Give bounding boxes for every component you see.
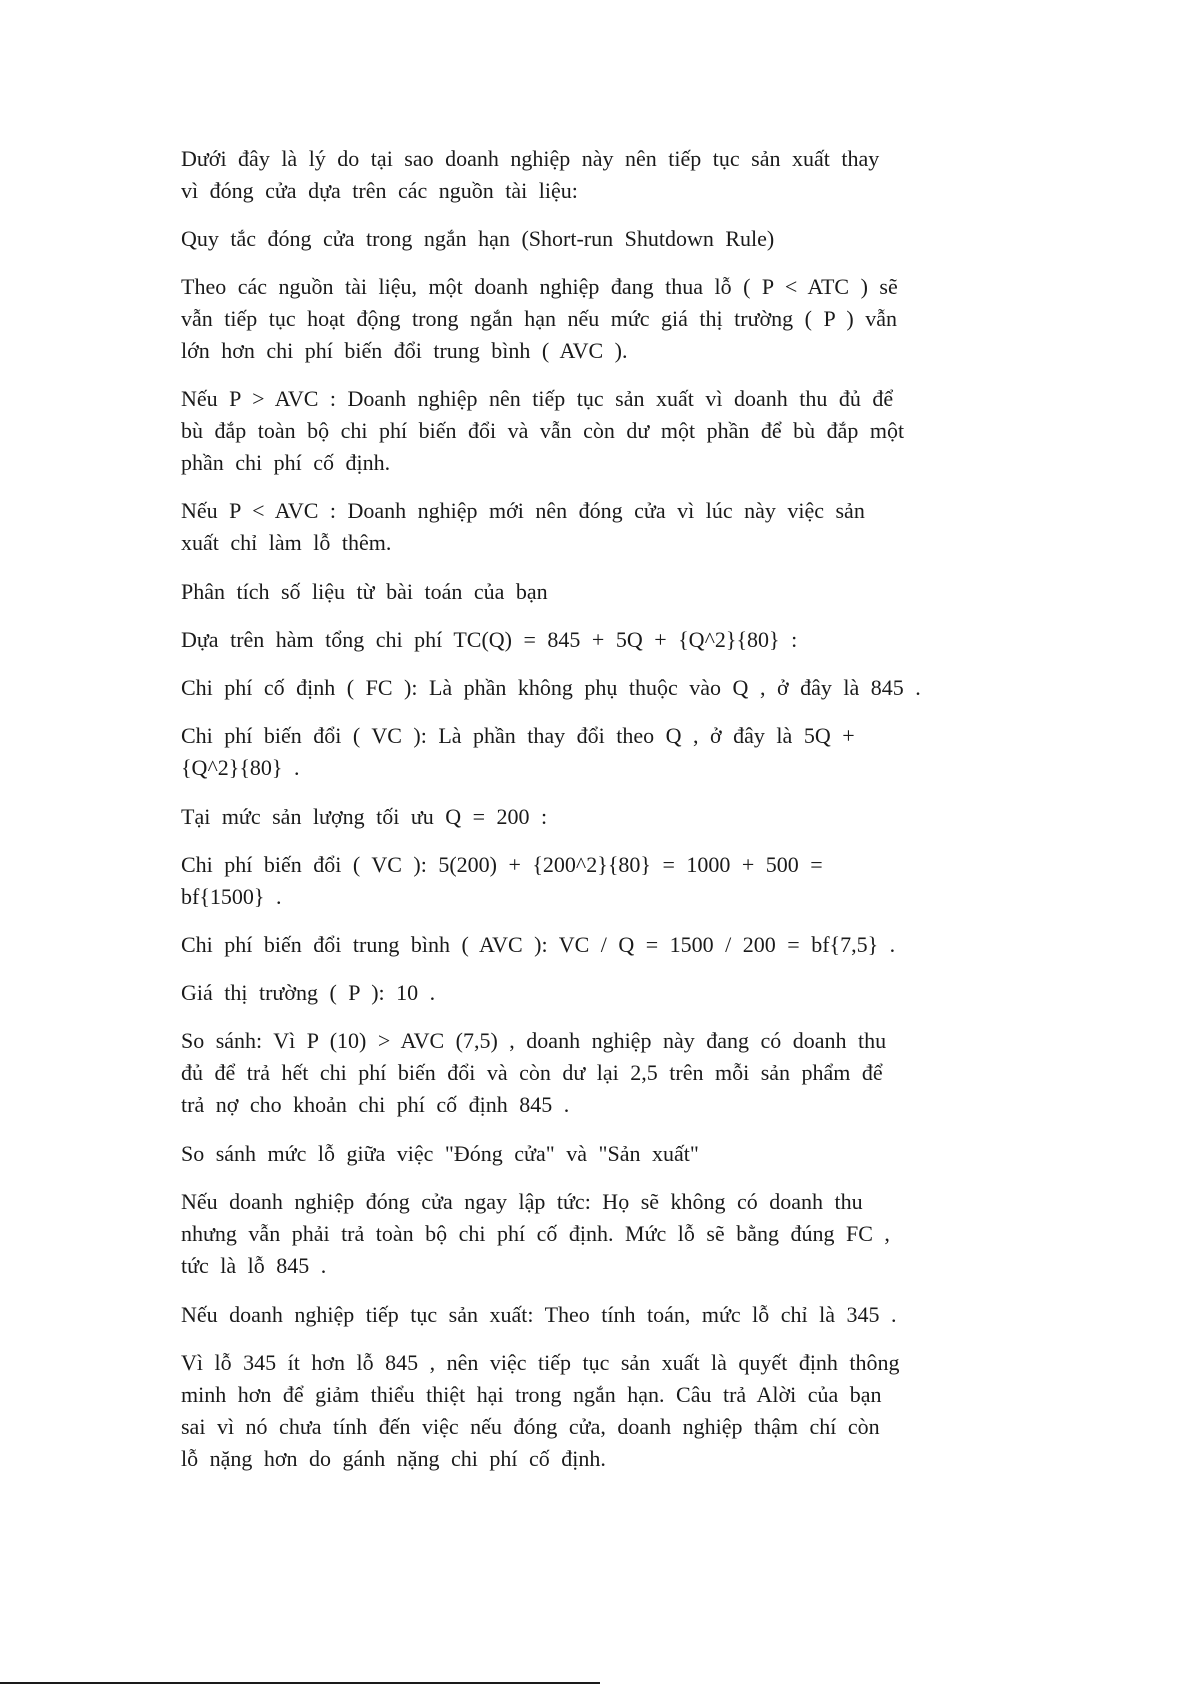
paragraph-shutdown-case xyxy=(181,1186,890,1282)
text-line: Chi phí biến đổi ( VC ): Là phần thay đổi theo Q , ở đây là 5Q + xyxy=(181,723,855,748)
paragraph-market-price xyxy=(181,977,435,1009)
text-line: Nếu doanh nghiệp đóng cửa ngay lập tức: Họ sẽ không có doanh thu xyxy=(181,1189,863,1214)
text-line: So sánh mức lỗ giữa việc "Đóng cửa" và "Sản xuất" xyxy=(181,1141,699,1166)
text-line: Phân tích số liệu từ bài toán của bạn xyxy=(181,579,548,604)
text-line: Dựa trên hàm tổng chi phí TC(Q) = 845 + 5Q + {Q^2}{80} : xyxy=(181,627,798,652)
text-line: nhưng vẫn phải trả toàn bộ chi phí cố định. Mức lỗ sẽ bằng đúng FC , xyxy=(181,1221,890,1246)
text-line: minh hơn để giảm thiểu thiệt hại trong ngắn hạn. Câu trả Alời của bạn xyxy=(181,1382,882,1407)
text-line: Nếu P < AVC : Doanh nghiệp mới nên đóng cửa vì lúc này việc sản xyxy=(181,498,865,523)
text-line: bù đắp toàn bộ chi phí biến đổi và vẫn còn dư một phần để bù đắp một xyxy=(181,418,905,443)
paragraph-p-less-avc xyxy=(181,495,865,559)
text-line: Vì lỗ 345 ít hơn lỗ 845 , nên việc tiếp tục sản xuất là quyết định thông xyxy=(181,1350,900,1375)
paragraph-conclusion xyxy=(181,1347,900,1475)
text-line: So sánh: Vì P (10) > AVC (7,5) , doanh nghiệp này đang có doanh thu xyxy=(181,1028,887,1053)
text-line: Dưới đây là lý do tại sao doanh nghiệp này nên tiếp tục sản xuất thay xyxy=(181,146,880,171)
text-line: bf{1500} . xyxy=(181,884,282,909)
paragraph-intro xyxy=(181,143,879,207)
text-line: vẫn tiếp tục hoạt động trong ngắn hạn nếu mức giá thị trường ( P ) vẫn xyxy=(181,306,897,331)
text-line: trả nợ cho khoản chi phí cố định 845 . xyxy=(181,1092,570,1117)
text-line: lớn hơn chi phí biến đổi trung bình ( AVC ). xyxy=(181,338,628,363)
text-line: Nếu doanh nghiệp tiếp tục sản xuất: Theo tính toán, mức lỗ chỉ là 345 . xyxy=(181,1302,897,1327)
text-line: Quy tắc đóng cửa trong ngắn hạn (Short-run Shutdown Rule) xyxy=(181,226,775,251)
paragraph-comparison xyxy=(181,1025,886,1121)
paragraph-theory xyxy=(181,271,898,367)
text-line: Chi phí biến đổi ( VC ): 5(200) + {200^2}{80} = 1000 + 500 = xyxy=(181,852,823,877)
text-line: Chi phí biến đổi trung bình ( AVC ): VC / Q = 1500 / 200 = bf{7,5} . xyxy=(181,932,896,957)
text-line: {Q^2}{80} . xyxy=(181,755,300,780)
text-line: Giá thị trường ( P ): 10 . xyxy=(181,980,436,1005)
text-line: sai vì nó chưa tính đến việc nếu đóng cửa, doanh nghiệp thậm chí còn xyxy=(181,1414,880,1439)
heading-shutdown-rule xyxy=(181,223,774,255)
text-line: Tại mức sản lượng tối ưu Q = 200 : xyxy=(181,804,548,829)
heading-analysis xyxy=(181,576,548,608)
paragraph-variable-cost xyxy=(181,720,855,784)
text-line: xuất chỉ làm lỗ thêm. xyxy=(181,530,392,555)
text-line: Nếu P > AVC : Doanh nghiệp nên tiếp tục sản xuất vì doanh thu đủ để xyxy=(181,386,894,411)
paragraph-produce-case xyxy=(181,1299,897,1331)
text-line: tức là lỗ 845 . xyxy=(181,1253,327,1278)
text-line: đủ để trả hết chi phí biến đổi và còn dư lại 2,5 trên mỗi sản phẩm để xyxy=(181,1060,883,1085)
bottom-rule xyxy=(0,1682,600,1684)
paragraph-vc-calc xyxy=(181,849,823,913)
paragraph-tc-function xyxy=(181,624,797,656)
paragraph-p-greater-avc xyxy=(181,383,904,479)
text-line: lỗ nặng hơn do gánh nặng chi phí cố định. xyxy=(181,1446,606,1471)
text-line: Chi phí cố định ( FC ): Là phần không phụ thuộc vào Q , ở đây là 845 . xyxy=(181,675,921,700)
text-line: phần chi phí cố định. xyxy=(181,450,391,475)
paragraph-optimal-output xyxy=(181,801,547,833)
text-line: Theo các nguồn tài liệu, một doanh nghiệp đang thua lỗ ( P < ATC ) sẽ xyxy=(181,274,898,299)
text-line: vì đóng cửa dựa trên các nguồn tài liệu: xyxy=(181,178,578,203)
paragraph-avc-calc xyxy=(181,929,895,961)
paragraph-fixed-cost xyxy=(181,672,921,704)
heading-loss-comparison xyxy=(181,1138,699,1170)
